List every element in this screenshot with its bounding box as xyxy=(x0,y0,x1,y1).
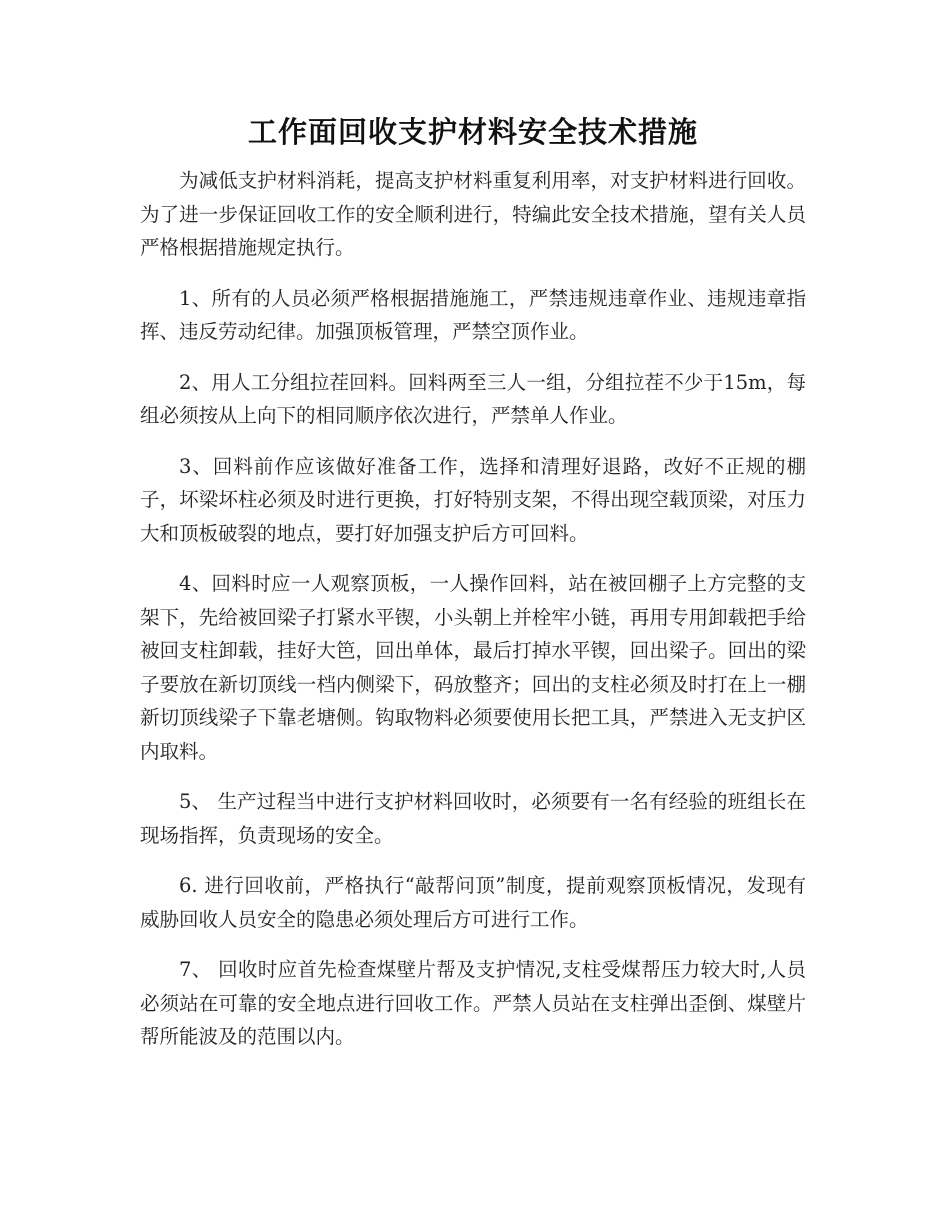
clause-6-paragraph: 6. 进行回收前，严格执行“敲帮问顶”制度，提前观察顶板情况，发现有威胁回收人员安全的隐患必须处理后方可进行工作。 xyxy=(140,874,806,931)
clause-2-paragraph: 2、用人工分组拉茬回料。回料两至三人一组，分组拉茬不少于15m，每组必须按从上向下的相同顺序依次进行，严禁单人作业。 xyxy=(140,370,806,427)
clause-7-paragraph: 7、 回收时应首先检查煤壁片帮及支护情况,支柱受煤帮压力较大时,人员必须站在可靠的安全地点进行回收工作。严禁人员站在支柱弹出歪倒、煤壁片帮所能波及的范围以内。 xyxy=(140,958,806,1048)
document-title: 工作面回收支护材料安全技术措施 xyxy=(247,115,698,149)
intro-paragraph: 为减低支护材料消耗，提高支护材料重复利用率，对支护材料进行回收。为了进一步保证回收工作的安全顺利进行，特编此安全技术措施，望有关人员严格根据措施规定执行。 xyxy=(140,169,806,259)
clause-1-paragraph: 1、所有的人员必须严格根据措施施工，严禁违规违章作业、违规违章指挥、违反劳动纪律。加强顶板管理，严禁空顶作业。 xyxy=(140,286,806,343)
clause-5-paragraph: 5、 生产过程当中进行支护材料回收时，必须要有一名有经验的班组长在现场指挥，负责现场的安全。 xyxy=(140,790,806,847)
clause-3-paragraph: 3、回料前作应该做好准备工作，选择和清理好退路，改好不正规的棚子，坏梁坏柱必须及时进行更换，打好特别支架，不得出现空载顶梁，对压力大和顶板破裂的地点，要打好加强支护后方可回料。 xyxy=(140,454,806,545)
clause-4-paragraph: 4、回料时应一人观察顶板，一人操作回料，站在被回棚子上方完整的支架下，先给被回梁子打紧水平锲，小头朝上并栓牢小链，再用专用卸载把手给被回支柱卸载，挂好大笆，回出单体，最后打掉水平锲，回出梁子。回出的梁子要放在新切顶线一档内侧梁下，码放整齐；回出的支柱必须及时打在上一棚新切顶线梁子下靠老塘侧。钩取物料必须要使用长把工具，严禁进入无支护区内取料。 xyxy=(140,572,806,763)
document-page xyxy=(140,110,806,1054)
